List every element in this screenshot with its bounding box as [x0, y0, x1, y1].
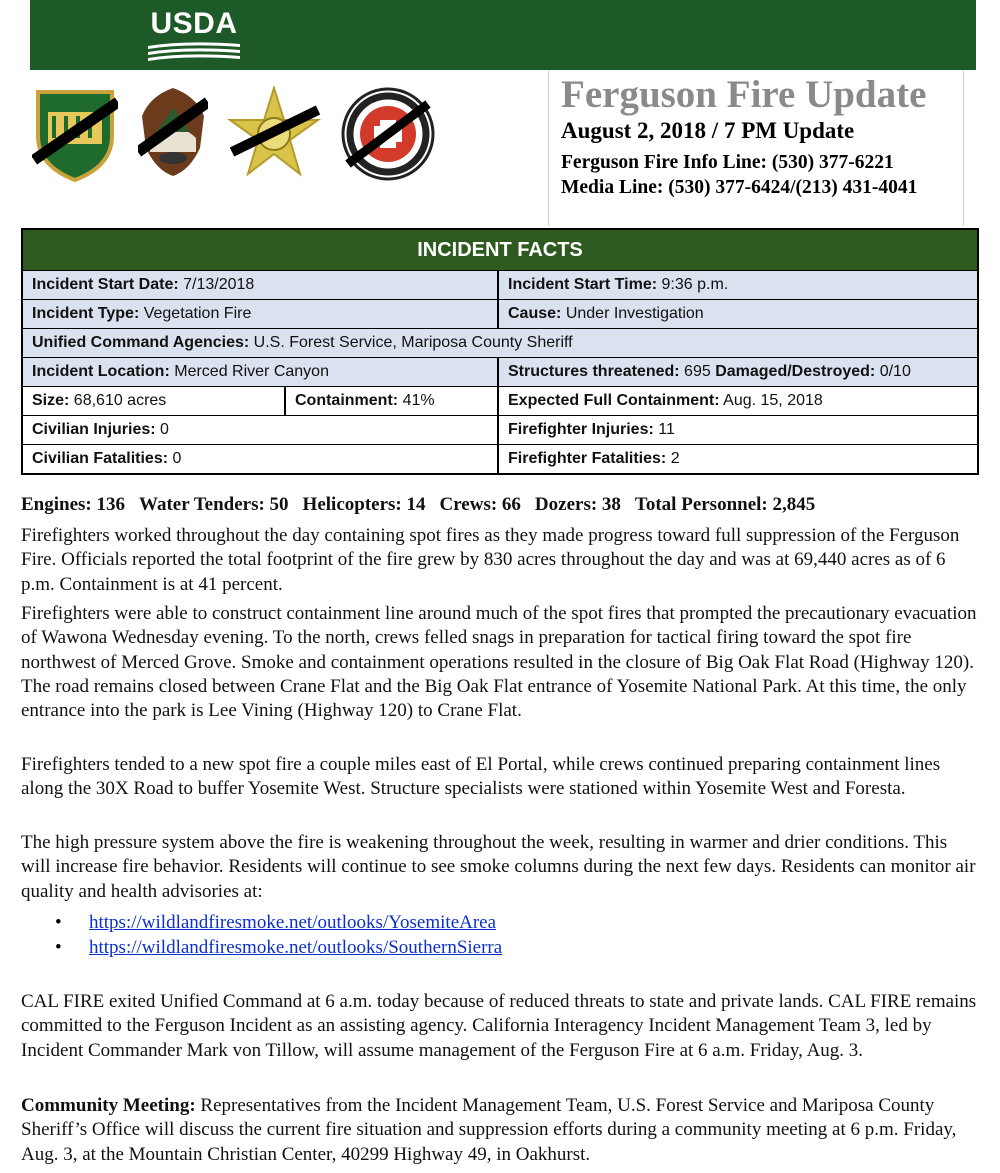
- location-cell: Incident Location: Merced River Canyon: [32, 363, 329, 380]
- info-line: Ferguson Fire Info Line: (530) 377-6221: [561, 152, 894, 173]
- crews-count: Crews: 66: [439, 494, 521, 515]
- dozers-count: Dozers: 38: [534, 494, 621, 515]
- media-line: Media Line: (530) 377-6424/(213) 431-4041: [561, 177, 918, 198]
- table-row: [23, 444, 977, 473]
- list-item: [55, 910, 502, 935]
- firefighter-fatalities-cell: Firefighter Fatalities: 2: [497, 445, 977, 473]
- helicopters-count: Helicopters: 14: [302, 494, 426, 515]
- water-tenders-count: Water Tenders: 50: [139, 494, 289, 515]
- paragraph-weather: The high pressure system above the fire is weakening throughout the week, resulting in warmer and drier conditions. This will increase fire behavior. Residents will continue to see smoke columns during the next few days. Residents can monitor air quality and health advisories at:: [21, 832, 976, 902]
- engines-count: Engines: 136: [21, 494, 125, 515]
- incident-facts-heading: INCIDENT FACTS: [23, 230, 977, 270]
- civilian-fatalities-cell: Civilian Fatalities: 0: [32, 450, 182, 467]
- paragraph-community-meeting: [21, 1094, 981, 1167]
- paragraph-el-portal: Firefighters tended to a new spot fire a couple miles east of El Portal, while crews continued preparing containment lines along the 30X Road to buffer Yosemite West. Structure specialists were stationed within Yosemite West and Foresta.: [21, 754, 941, 800]
- table-row: [23, 299, 977, 328]
- civilian-injuries-cell: Civilian Injuries: 0: [32, 421, 169, 438]
- incident-type-cell: Incident Type: Vegetation Fire: [32, 305, 252, 322]
- containment-cell: Containment: 41%: [284, 387, 497, 415]
- table-row: [23, 270, 977, 299]
- page-title: Ferguson Fire Update: [561, 73, 927, 116]
- paragraph-progress: Firefighters worked throughout the day containing spot fires as they made progress toward full suppression of the Ferguson Fire. Officials reported the total footprint of the fire grew by 830 acres throughout the day and was at 69,440 acres as of 6 p.m. Containment is at 41 percent.: [21, 525, 960, 595]
- smoke-outlook-links: [55, 910, 502, 960]
- usda-logo-text: USDA: [150, 7, 238, 40]
- cause-cell: Cause: Under Investigation: [497, 300, 977, 328]
- expected-containment-cell: Expected Full Containment: Aug. 15, 2018: [497, 387, 977, 415]
- sheriff-star-icon: [226, 86, 322, 184]
- start-time-cell: Incident Start Time: 9:36 p.m.: [497, 271, 977, 299]
- usda-banner: [30, 0, 976, 70]
- agencies-cell: Unified Command Agencies: U.S. Forest Service, Mariposa County Sheriff: [32, 334, 573, 351]
- usda-logo: [146, 8, 242, 64]
- paragraph-wawona: Firefighters were able to construct containment line around much of the spot fires that prompted the precautionary evacuation of Wawona Wednesday evening. To the north, crews felled snags in preparation for tactical firing toward the spot fire northwest of Merced Grove. Smoke and containment operations resulted in the closure of Big Oak Flat Road (Highway 120). The road remains closed between Crane Flat and the Big Oak Flat entrance of Yosemite National Park. At this time, the only entrance into the park is Lee Vining (Highway 120) to Crane Flat.: [21, 603, 977, 722]
- update-header: [548, 70, 964, 226]
- table-row: [23, 386, 977, 415]
- incident-facts-table: [21, 228, 979, 475]
- agency-badges: [30, 84, 440, 184]
- table-row: [23, 328, 977, 357]
- yosemite-area-link[interactable]: https://wildlandfiresmoke.net/outlooks/YosemiteArea: [89, 912, 497, 933]
- community-meeting-text: Representatives from the Incident Management Team, U.S. Forest Service and Mariposa County Sheriff’s Office will discuss the current fire situation and suppression efforts during a community meeting at 6 p.m. Friday, Aug. 3, at the Mountain Christian Center, 40299 Highway 49, in Oakhurst.: [21, 1095, 957, 1165]
- resources-summary: [21, 494, 829, 516]
- total-personnel-count: Total Personnel: 2,845: [634, 494, 816, 515]
- list-item: [55, 935, 502, 960]
- table-row: [23, 357, 977, 386]
- structures-cell: Structures threatened: 695 Damaged/Destroyed: 0/10: [497, 358, 977, 386]
- southern-sierra-link[interactable]: https://wildlandfiresmoke.net/outlooks/SouthernSierra: [89, 937, 503, 958]
- size-cell: Size: 68,610 acres: [32, 392, 167, 409]
- update-date: August 2, 2018 / 7 PM Update: [561, 118, 855, 143]
- national-park-service-arrowhead-icon: [138, 86, 208, 178]
- community-meeting-label: Community Meeting:: [21, 1095, 196, 1116]
- table-row: [23, 415, 977, 444]
- california-interagency-incident-management-icon: [340, 86, 436, 182]
- forest-service-shield-icon: [32, 86, 118, 182]
- firefighter-injuries-cell: Firefighter Injuries: 11: [497, 416, 977, 444]
- paragraph-cal-fire: CAL FIRE exited Unified Command at 6 a.m. today because of reduced threats to state and private lands. CAL FIRE remains committed to the Ferguson Incident as an assisting agency. California Interagency Incident Management Team 3, led by Incident Commander Mark von Tillow, will assume management of the Ferguson Fire at 6 a.m. Friday, Aug. 3.: [21, 991, 977, 1061]
- usda-swoosh-icon: [146, 40, 242, 64]
- start-date-cell: Incident Start Date: 7/13/2018: [32, 276, 255, 293]
